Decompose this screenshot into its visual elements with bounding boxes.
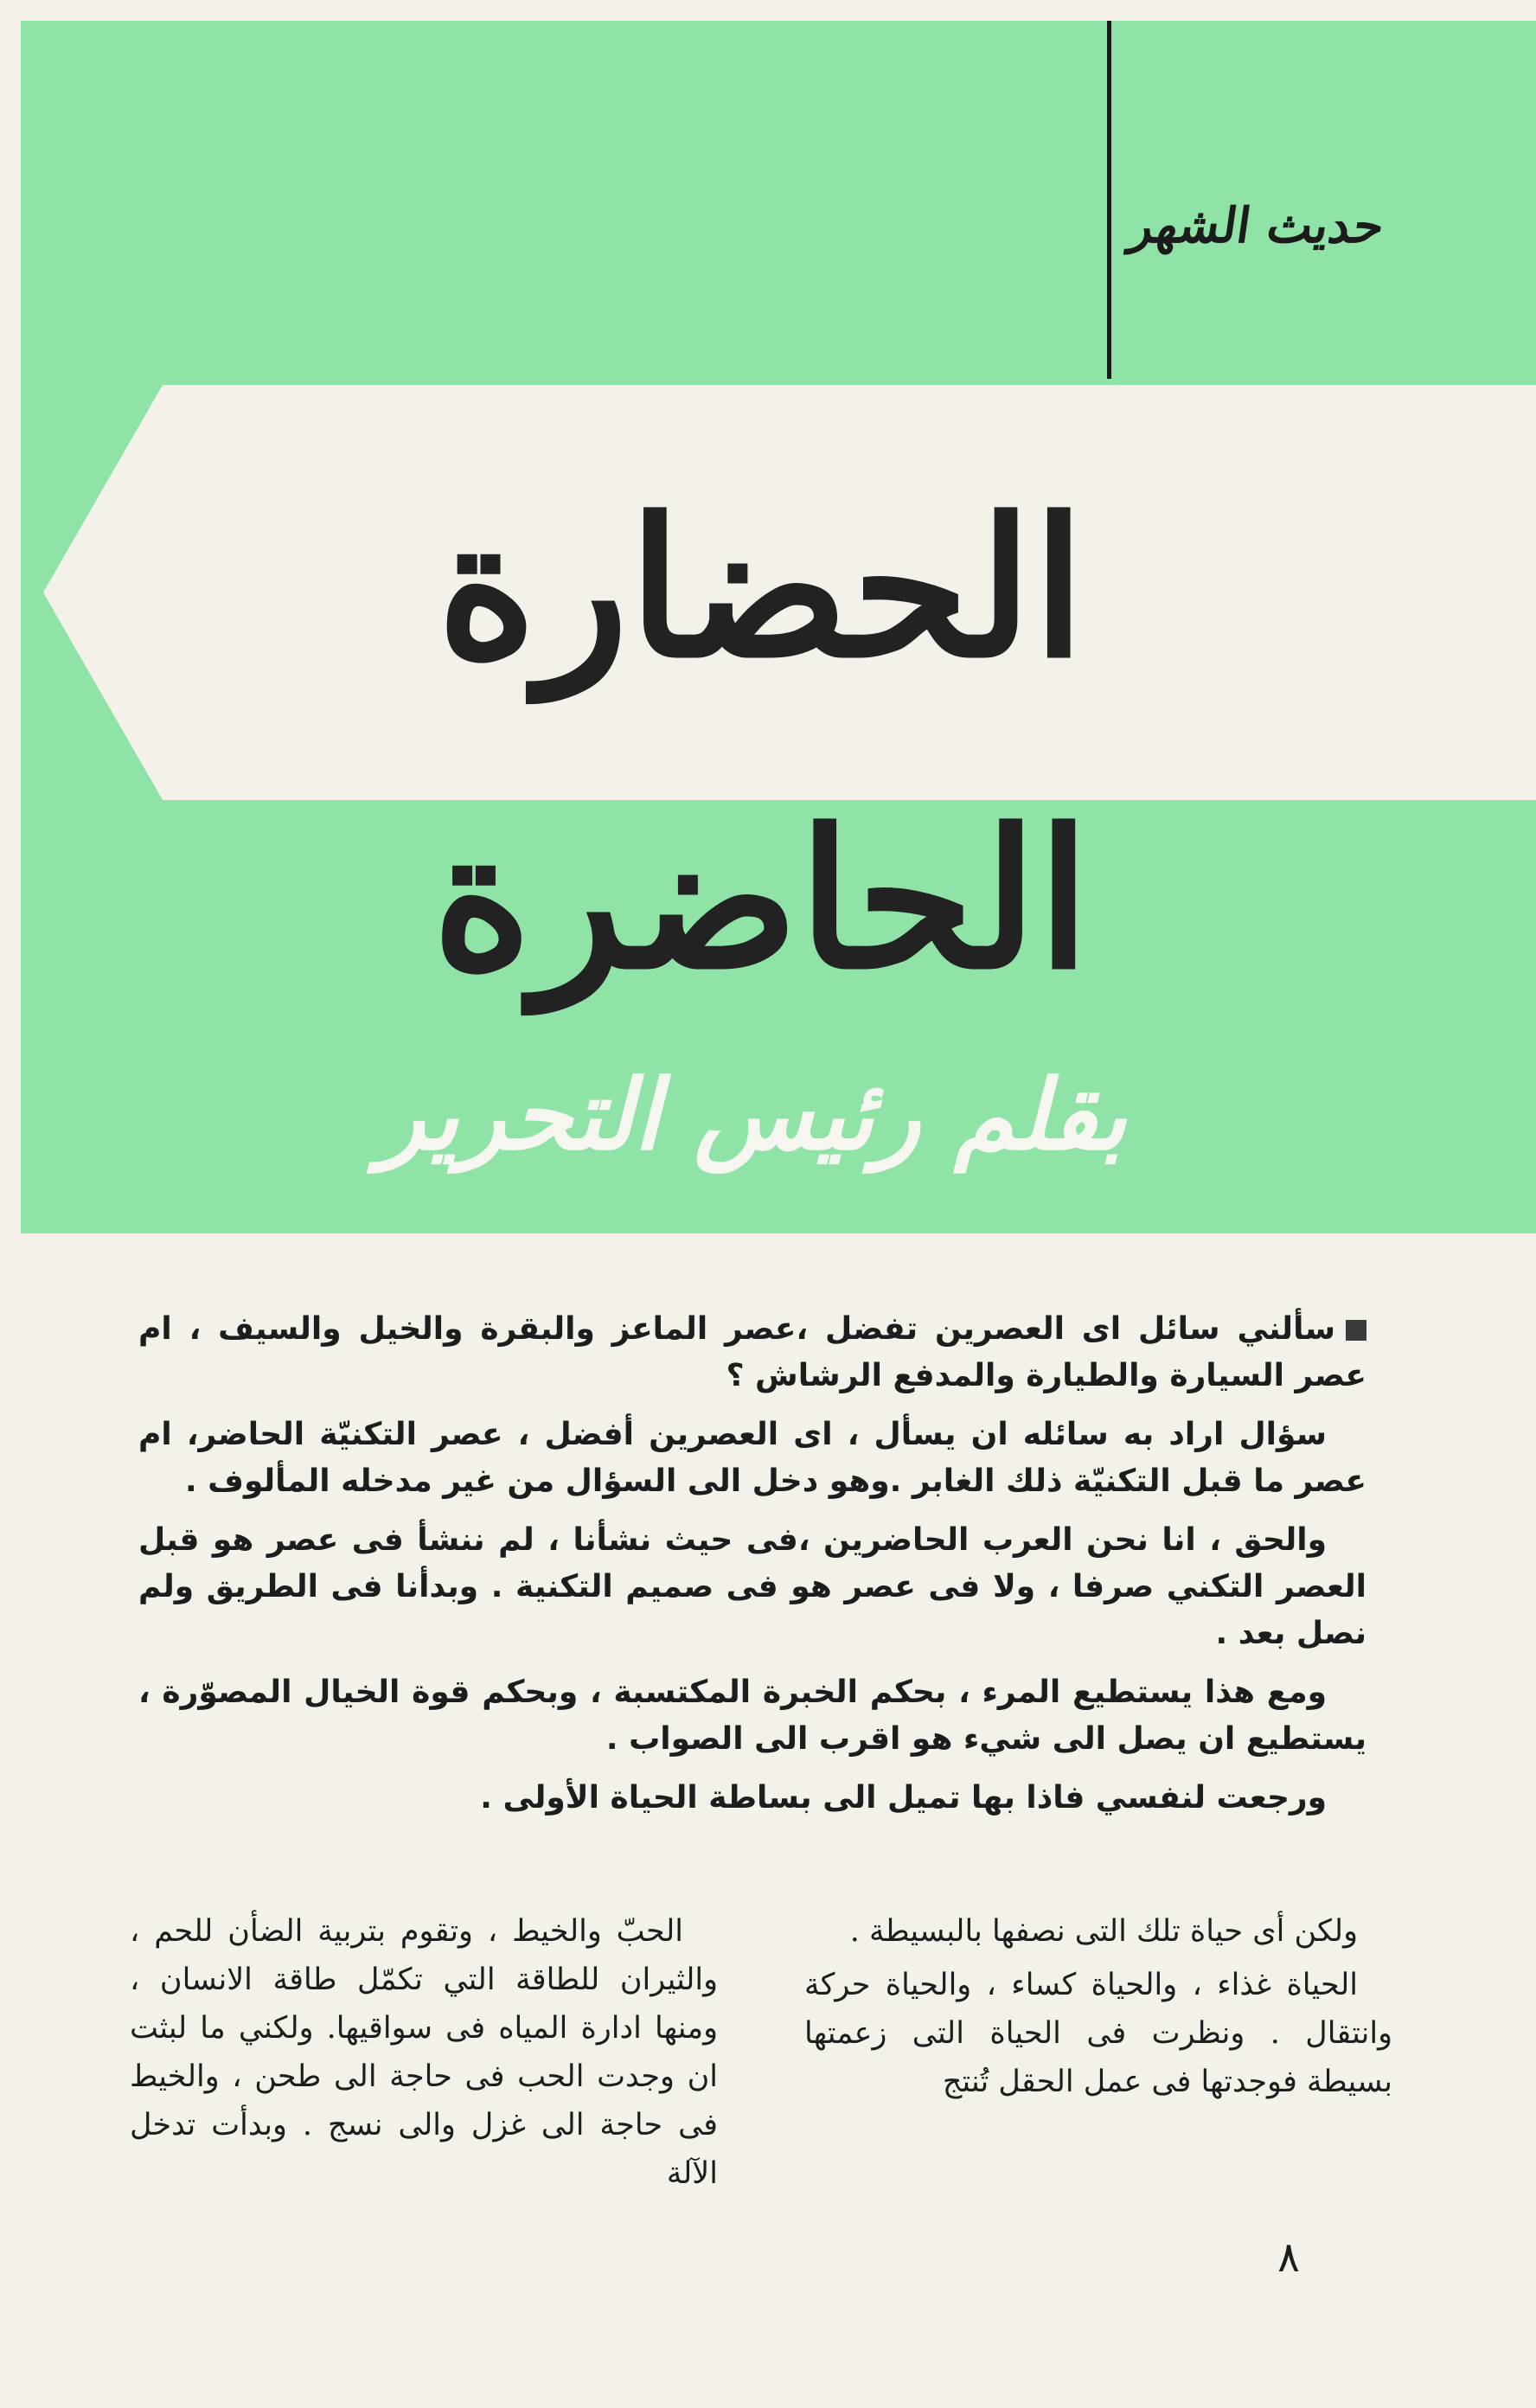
body-column-right — [804, 1907, 1392, 2111]
body-paragraph: الحبّ والخيط ، وتقوم بتربية الضأن للحم ، والثيران للطاقة التي تكمّل طاقة الانسان ، ومنها ادارة المياه فى سواقيها. ولكني ما لبثت ان وجدت الحب فى حاجة الى طحن ، والخيط فى حاجة الى غزل والى نسج . وبدأت تدخل الآلة — [130, 1914, 718, 2191]
intro-paragraph: سؤال اراد به سائله ان يسأل ، اى العصرين أفضل ، عصر التكنيّة الحاضر، ام عصر ما قبل التكنيّة ذلك الغابر .وهو دخل الى السؤال من غير مدخله المألوف . — [138, 1417, 1366, 1499]
body-paragraph: ولكن أى حياة تلك التى نصفها بالبسيطة . — [849, 1914, 1358, 1949]
header-divider-line — [1107, 21, 1111, 379]
intro-paragraph: ومع هذا يستطيع المرء ، بحكم الخبرة المكتسبة ، وبحكم قوة الخيال المصوّرة ، يستطيع ان يصل الى شيء هو اقرب الى الصواب . — [138, 1675, 1366, 1757]
intro-text — [138, 1306, 1366, 1834]
intro-paragraph — [138, 1306, 1366, 1399]
intro-paragraph: والحق ، انا نحن العرب الحاضرين ،فى حيث نشأنا ، لم ننشأ فى عصر هو قبل العصر التكني صرفا ، ولا فى عصر هو فى صميم التكنية . وبدأنا فى الطريق ولم نصل بعد . — [138, 1522, 1366, 1651]
body-columns — [130, 1907, 1392, 2236]
intro-paragraph: ورجعت لنفسي فاذا بها تميل الى بساطة الحياة الأولى . — [480, 1780, 1327, 1816]
body-paragraph: الحياة غذاء ، والحياة كساء ، والحياة حركة وانتقال . ونظرت فى الحياة التى زعمتها بسيطة فوجدتها فى عمل الحقل تُنتج — [804, 1968, 1392, 2099]
byline: بقلم رئيس التحرير — [378, 1059, 1127, 1172]
article-title: الحضارة الحاضرة — [432, 476, 1091, 1011]
body-column-left — [130, 1907, 718, 2203]
square-bullet-icon — [1346, 1320, 1366, 1341]
page-number: ٨ — [1277, 2233, 1300, 2282]
intro-paragraph-text: سألني سائل اى العصرين تفضل ،عصر الماعز والبقرة والخيل والسيف ، ام عصر السيارة والطيارة والمدفع الرشاش ؟ — [138, 1311, 1366, 1393]
section-label: حديث الشهر — [1125, 197, 1388, 254]
